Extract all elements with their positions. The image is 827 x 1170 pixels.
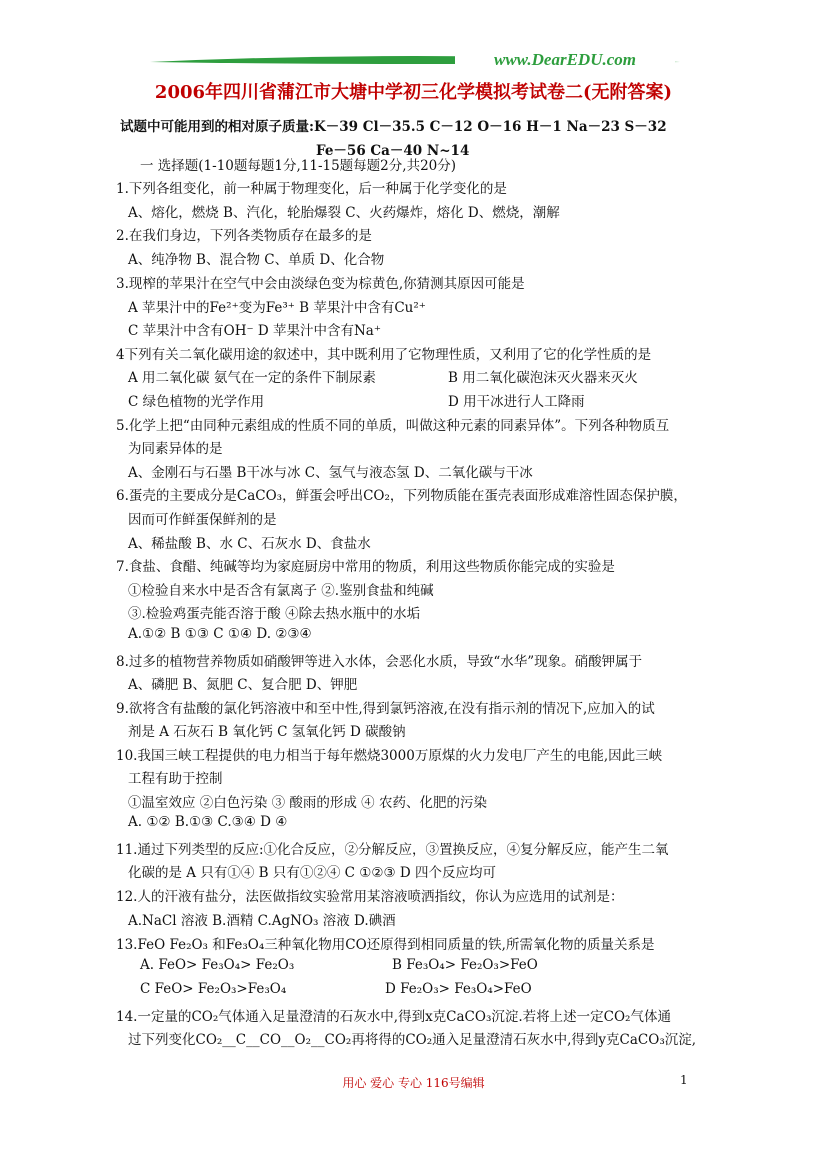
- text-line: ③.检验鸡蛋壳能否溶于酸 ④除去热水瓶中的水垢: [128, 606, 421, 622]
- text-line: C 苹果汁中含有OH⁻ D 苹果汁中含有Na⁺: [128, 323, 381, 339]
- text-line: 10.我国三峡工程提供的电力相当于每年燃烧3000万原煤的火力发电厂产生的电能,因此三峡: [116, 748, 663, 764]
- text-line: D 用干冰进行人工降雨: [448, 394, 585, 410]
- text-line: A.①② B ①③ C ①④ D. ②③④: [128, 626, 312, 642]
- document-title: 2006年四川省蒲江市大塘中学初三化学模拟考试卷二(无附答案): [154, 82, 673, 103]
- text-line: D Fe₂O₃> Fe₃O₄>FeO: [385, 981, 532, 997]
- text-line: B Fe₃O₄> Fe₂O₃>FeO: [392, 957, 538, 973]
- text-line: A、磷肥 B、氮肥 C、复合肥 D、钾肥: [128, 677, 358, 693]
- footer-text: 用心 爱心 专心 116号编辑: [342, 1076, 485, 1090]
- text-line: A 用二氧化碳 氨气在一定的条件下制尿素: [128, 370, 376, 386]
- text-line: B 用二氧化碳泡沫灭火器来灭火: [448, 370, 638, 386]
- text-line: 6.蛋壳的主要成分是CaCO₃，鲜蛋会呼出CO₂，下列物质能在蛋壳表面形成难溶性固态保护膜，: [116, 488, 687, 504]
- atomic-masses-line1: 试题中可能用到的相对原子质量:K－39 Cl－35.5 C－12 O－16 H－1 Na－23 S－32: [120, 119, 667, 135]
- text-line: A 苹果汁中的Fe²⁺变为Fe³⁺ B 苹果汁中含有Cu²⁺: [128, 300, 426, 316]
- text-line: A. ①② B.①③ C.③④ D ④: [128, 814, 288, 830]
- site-name: www.DearEDU.com: [455, 50, 675, 70]
- text-line: 为同素异体的是: [128, 441, 223, 457]
- text-line: 剂是 A 石灰石 B 氧化钙 C 氢氧化钙 D 碳酸钠: [128, 724, 406, 740]
- text-line: 1.下列各组变化，前一种属于物理变化，后一种属于化学变化的是: [116, 181, 507, 197]
- page-number: 1: [680, 1073, 688, 1087]
- text-line: C FeO> Fe₂O₃>Fe₃O₄: [140, 981, 287, 997]
- atomic-masses-line2: Fe－56 Ca－40 N~14: [316, 143, 470, 159]
- text-line: 5.化学上把“由同种元素组成的性质不同的单质，叫做这种元素的同素异体”。下列各种物质互: [116, 418, 670, 434]
- text-line: 2.在我们身边，下列各类物质存在最多的是: [116, 228, 372, 244]
- text-line: C 绿色植物的光学作用: [128, 394, 265, 410]
- text-line: 4下列有关二氧化碳用途的叙述中，其中既利用了它物理性质，又利用了它的化学性质的是: [116, 347, 652, 363]
- text-line: 3.现榨的苹果汁在空气中会由淡绿色变为棕黄色,你猜测其原因可能是: [116, 276, 525, 292]
- text-line: 14.一定量的CO₂气体通入足量澄清的石灰水中,得到x克CaCO₃沉淀.若将上述一定CO₂气体通: [116, 1009, 671, 1025]
- text-line: 化碳的是 A 只有①④ B 只有①②④ C ①②③ D 四个反应均可: [128, 865, 496, 881]
- text-line: 一 选择题(1-10题每题1分,11-15题每题2分,共20分): [140, 158, 457, 174]
- text-line: 8.过多的植物营养物质如硝酸钾等进入水体，会恶化水质，导致“水华”现象。硝酸钾属于: [116, 654, 643, 670]
- text-line: A、稀盐酸 B、水 C、石灰水 D、食盐水: [128, 536, 371, 552]
- text-line: A、熔化，燃烧 B、汽化，轮胎爆裂 C、火药爆炸，熔化 D、燃烧，潮解: [128, 205, 560, 221]
- text-line: 11.通过下列类型的反应:①化合反应，②分解反应，③置换反应，④复分解反应，能产生二氧: [116, 842, 669, 858]
- text-line: 9.欲将含有盐酸的氯化钙溶液中和至中性,得到氯钙溶液,在没有指示剂的情况下,应加入的试: [116, 701, 655, 717]
- text-line: 12.人的汗液有盐分，法医做指纹实验常用某溶液喷洒指纹，你认为应选用的试剂是：: [116, 889, 624, 905]
- text-line: 因而可作鲜蛋保鲜剂的是: [128, 512, 277, 528]
- text-line: ①检验自来水中是否含有氯离子 ②.鉴别食盐和纯碱: [128, 583, 434, 599]
- text-line: ①温室效应 ②白色污染 ③ 酸雨的形成 ④ 农药、化肥的污染: [128, 795, 487, 811]
- text-line: A、纯净物 B、混合物 C、单质 D、化合物: [128, 252, 385, 268]
- text-line: 7.食盐、食醋、纯碱等均为家庭厨房中常用的物质，利用这些物质你能完成的实验是: [116, 559, 615, 575]
- text-line: A、金刚石与石墨 B干冰与冰 C、氢气与液态氢 D、二氧化碳与干冰: [128, 465, 533, 481]
- text-line: A.NaCl 溶液 B.酒精 C.AgNO₃ 溶液 D.碘酒: [128, 913, 396, 929]
- text-line: 工程有助于控制: [128, 771, 223, 787]
- text-line: 过下列变化CO₂__C__CO__O₂__CO₂再将得的CO₂通入足量澄清石灰水中,得到y克CaCO₃沉淀,: [128, 1032, 697, 1048]
- text-line: A. FeO> Fe₃O₄> Fe₂O₃: [140, 957, 295, 973]
- text-line: 13.FeO Fe₂O₃ 和Fe₃O₄三种氧化物用CO还原得到相同质量的铁,所需氧化物的质量关系是: [116, 937, 655, 953]
